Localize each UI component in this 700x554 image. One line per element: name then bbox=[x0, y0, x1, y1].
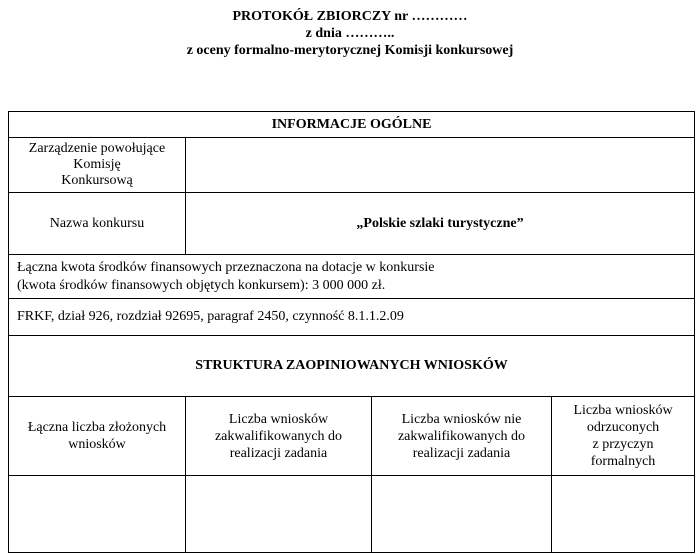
general-info-heading: INFORMACJE OGÓLNE bbox=[9, 112, 695, 138]
col-qualified: Liczba wniosków zakwalifikowanych do realizacji zadania bbox=[186, 397, 372, 476]
protocol-table bbox=[8, 111, 695, 553]
protocol-title: PROTOKÓŁ ZBIORCZY nr ………… bbox=[232, 9, 468, 24]
budget-row bbox=[9, 299, 695, 336]
contest-row bbox=[9, 193, 695, 255]
protocol-header bbox=[0, 8, 700, 59]
value-not-qualified[interactable] bbox=[372, 476, 552, 553]
structure-header-row bbox=[9, 397, 695, 476]
col-not-qualified: Liczba wniosków nie zakwalifikowanych do realizacji zadania bbox=[372, 397, 552, 476]
contest-name: „Polskie szlaki turystyczne” bbox=[186, 193, 695, 255]
budget-classification: FRKF, dział 926, rozdział 92695, paragraf 2450, czynność 8.1.1.2.09 bbox=[9, 299, 695, 336]
order-label: Zarządzenie powołujące Komisję Konkursową bbox=[9, 138, 186, 193]
funds-row bbox=[9, 255, 695, 299]
value-qualified[interactable] bbox=[186, 476, 372, 553]
value-rejected-formal[interactable] bbox=[552, 476, 695, 553]
order-value-cell[interactable] bbox=[186, 138, 695, 193]
order-row bbox=[9, 138, 695, 193]
protocol-date: z dnia ……….. bbox=[305, 26, 395, 41]
col-rejected-formal: Liczba wniosków odrzuconych z przyczyn formalnych bbox=[552, 397, 695, 476]
protocol-subtitle: z oceny formalno-merytorycznej Komisji konkursowej bbox=[186, 43, 514, 58]
structure-values-row bbox=[9, 476, 695, 553]
structure-heading: STRUKTURA ZAOPINIOWANYCH WNIOSKÓW bbox=[9, 336, 695, 397]
col-total-submitted: Łączna liczba złożonych wniosków bbox=[9, 397, 186, 476]
general-title-row bbox=[9, 112, 695, 138]
value-total-submitted[interactable] bbox=[9, 476, 186, 553]
funds-text: Łączna kwota środków finansowych przeznaczona na dotacje w konkursie (kwota środków finansowych objętych konkursem): 3 000 000 zł. bbox=[9, 255, 695, 299]
contest-label: Nazwa konkursu bbox=[9, 193, 186, 255]
structure-title-row bbox=[9, 336, 695, 397]
